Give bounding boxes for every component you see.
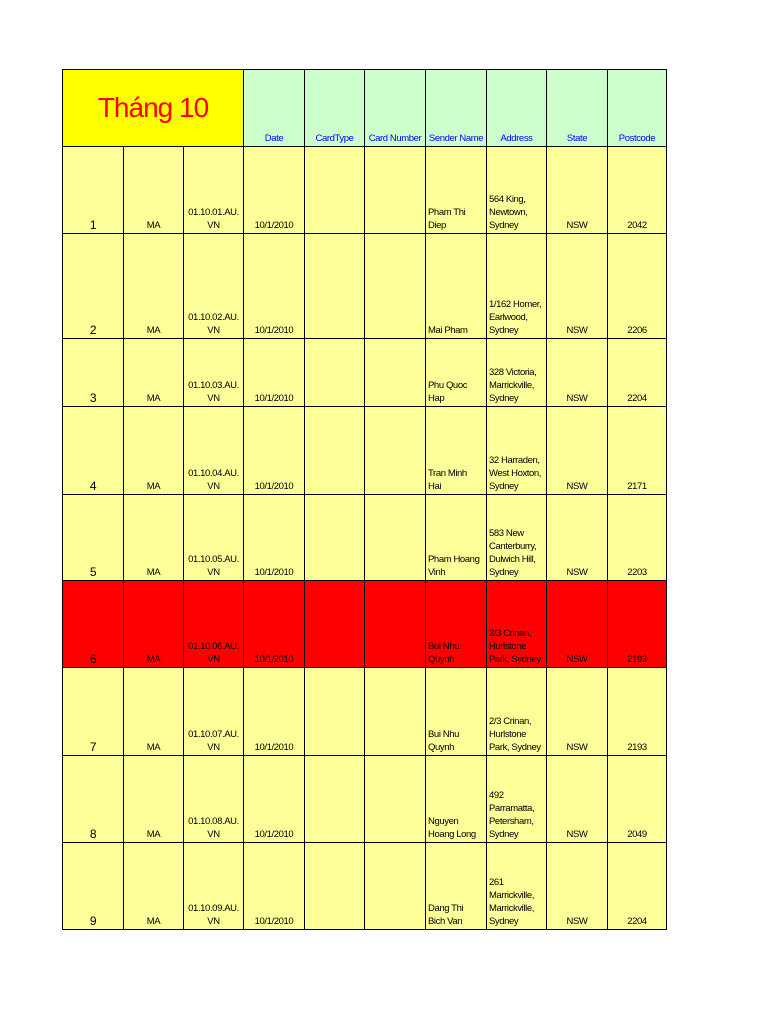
address-cell[interactable] xyxy=(487,668,547,756)
state-cell[interactable] xyxy=(547,339,608,407)
card-number-cell[interactable] xyxy=(365,339,426,407)
header-cardtype[interactable]: CardType xyxy=(305,70,365,147)
date-cell-text: 10/1/2010 xyxy=(254,220,294,231)
postcode-cell-text: 2206 xyxy=(627,325,647,336)
state-cell-text: NSW xyxy=(566,654,588,665)
code-cell-text: 01.10.05.AU. VN xyxy=(188,554,239,578)
table-row xyxy=(63,668,667,756)
code-cell[interactable] xyxy=(184,843,244,930)
date-cell-text: 10/1/2010 xyxy=(254,393,294,404)
postcode-cell[interactable] xyxy=(608,668,667,756)
date-cell[interactable] xyxy=(244,668,305,756)
cardtype-cell[interactable] xyxy=(305,581,365,668)
header-date[interactable]: Date xyxy=(244,70,305,147)
postcode-cell[interactable] xyxy=(608,756,667,843)
state-cell-text: NSW xyxy=(566,393,588,404)
code-cell-text: 01.10.06.AU. VN xyxy=(188,641,239,665)
type-cell[interactable] xyxy=(124,495,184,581)
address-cell[interactable] xyxy=(487,756,547,843)
type-cell-text: MA xyxy=(146,829,161,840)
date-cell-text: 10/1/2010 xyxy=(254,481,294,492)
type-cell[interactable] xyxy=(124,407,184,495)
date-cell[interactable] xyxy=(244,495,305,581)
table-row xyxy=(63,234,667,339)
type-cell[interactable] xyxy=(124,581,184,668)
type-cell[interactable] xyxy=(124,668,184,756)
code-cell[interactable] xyxy=(184,495,244,581)
row-number-cell[interactable] xyxy=(63,756,124,843)
row-number-cell-text: 6 xyxy=(89,652,97,666)
table-row xyxy=(63,339,667,407)
row-number-cell-text: 8 xyxy=(89,827,97,841)
type-cell-text: MA xyxy=(146,654,161,665)
date-cell-text: 10/1/2010 xyxy=(254,325,294,336)
date-cell[interactable] xyxy=(244,581,305,668)
postcode-cell[interactable] xyxy=(608,147,667,234)
date-cell[interactable] xyxy=(244,843,305,930)
code-cell-text: 01.10.08.AU. VN xyxy=(188,816,239,840)
address-cell-text: 492 Parramatta, Petersham, Sydney xyxy=(489,790,535,840)
state-cell[interactable] xyxy=(547,668,608,756)
address-cell[interactable] xyxy=(487,147,547,234)
date-cell-text: 10/1/2010 xyxy=(254,742,294,753)
date-cell[interactable] xyxy=(244,756,305,843)
card-number-cell[interactable] xyxy=(365,843,426,930)
type-cell[interactable] xyxy=(124,843,184,930)
sender-name-cell[interactable] xyxy=(426,843,487,930)
sender-name-cell[interactable] xyxy=(426,668,487,756)
row-number-cell[interactable] xyxy=(63,339,124,407)
date-cell[interactable] xyxy=(244,234,305,339)
header-address[interactable]: Address xyxy=(487,70,547,147)
row-number-cell-text: 9 xyxy=(89,914,97,928)
sender-name-cell-text: Mai Pham xyxy=(428,325,468,336)
spreadsheet-table xyxy=(62,69,667,930)
date-cell-text: 10/1/2010 xyxy=(254,916,294,927)
state-cell-text: NSW xyxy=(566,829,588,840)
type-cell-text: MA xyxy=(146,325,161,336)
header-row xyxy=(63,70,667,147)
sender-name-cell-text: Pham Hoang Vinh xyxy=(428,554,480,578)
code-cell[interactable] xyxy=(184,407,244,495)
state-cell-text: NSW xyxy=(566,325,588,336)
code-cell[interactable] xyxy=(184,581,244,668)
address-cell-text: 583 New Canterburry, Dulwich Hill, Sydney xyxy=(489,528,537,578)
header-card-number[interactable]: Card Number xyxy=(365,70,426,147)
date-cell-text: 10/1/2010 xyxy=(254,654,294,665)
code-cell-text: 01.10.03.AU. VN xyxy=(188,380,239,404)
type-cell-text: MA xyxy=(146,742,161,753)
date-cell[interactable] xyxy=(244,339,305,407)
row-number-cell[interactable] xyxy=(63,234,124,339)
row-number-cell[interactable] xyxy=(63,407,124,495)
state-cell-text: NSW xyxy=(566,742,588,753)
table-row xyxy=(63,756,667,843)
code-cell-text: 01.10.07.AU. VN xyxy=(188,729,239,753)
cardtype-cell[interactable] xyxy=(305,339,365,407)
sender-name-cell-text: Bui Nhu Quynh xyxy=(428,641,459,665)
sender-name-cell[interactable] xyxy=(426,339,487,407)
sheet-title[interactable]: Tháng 10 xyxy=(63,70,244,147)
row-number-cell[interactable] xyxy=(63,495,124,581)
row-number-cell[interactable] xyxy=(63,147,124,234)
state-cell[interactable] xyxy=(547,843,608,930)
date-cell-text: 10/1/2010 xyxy=(254,567,294,578)
postcode-cell-text: 2204 xyxy=(627,393,647,404)
state-cell-text: NSW xyxy=(566,481,588,492)
type-cell-text: MA xyxy=(146,393,161,404)
cardtype-cell[interactable] xyxy=(305,495,365,581)
address-cell-text: 2/3 Crinan, Hurlstone Park, Sydney xyxy=(489,716,541,753)
address-cell[interactable] xyxy=(487,843,547,930)
sender-name-cell-text: Bui Nhu Quynh xyxy=(428,729,459,753)
sender-name-cell[interactable] xyxy=(426,756,487,843)
postcode-cell-text: 2042 xyxy=(627,220,647,231)
cardtype-cell[interactable] xyxy=(305,407,365,495)
state-cell[interactable] xyxy=(547,495,608,581)
row-number-cell-text: 5 xyxy=(89,565,97,579)
address-cell-text: 1/162 Homer, Earlwood, Sydney xyxy=(489,299,542,336)
date-cell[interactable] xyxy=(244,147,305,234)
postcode-cell-text: 2049 xyxy=(627,829,647,840)
address-cell[interactable] xyxy=(487,234,547,339)
sender-name-cell-text: Nguyen Hoang Long xyxy=(428,816,476,840)
date-cell[interactable] xyxy=(244,407,305,495)
date-cell-text: 10/1/2010 xyxy=(254,829,294,840)
sender-name-cell-text: Pham Thi Diep xyxy=(428,207,466,231)
header-state[interactable]: State xyxy=(547,70,608,147)
state-cell[interactable] xyxy=(547,407,608,495)
sender-name-cell[interactable] xyxy=(426,581,487,668)
code-cell[interactable] xyxy=(184,339,244,407)
card-number-cell[interactable] xyxy=(365,581,426,668)
postcode-cell-text: 2204 xyxy=(627,916,647,927)
address-cell[interactable] xyxy=(487,581,547,668)
type-cell-text: MA xyxy=(146,481,161,492)
code-cell[interactable] xyxy=(184,668,244,756)
row-number-cell[interactable] xyxy=(63,843,124,930)
code-cell[interactable] xyxy=(184,234,244,339)
row-number-cell-text: 2 xyxy=(89,323,97,337)
cardtype-cell[interactable] xyxy=(305,843,365,930)
postcode-cell-text: 2193 xyxy=(627,742,647,753)
state-cell-text: NSW xyxy=(566,220,588,231)
cardtype-cell[interactable] xyxy=(305,234,365,339)
row-number-cell-text: 3 xyxy=(89,391,97,405)
state-cell[interactable] xyxy=(547,756,608,843)
address-cell-text: 2/3 Crinan, Hurlstone Park, Sydney xyxy=(489,628,541,665)
code-cell-text: 01.10.04.AU. VN xyxy=(188,468,239,492)
sender-name-cell[interactable] xyxy=(426,407,487,495)
type-cell-text: MA xyxy=(146,567,161,578)
address-cell[interactable] xyxy=(487,407,547,495)
address-cell-text: 261 Marrickville, Marrickville, Sydney xyxy=(489,877,534,927)
table-row xyxy=(63,147,667,234)
postcode-cell[interactable] xyxy=(608,843,667,930)
postcode-cell[interactable] xyxy=(608,339,667,407)
type-cell-text: MA xyxy=(146,220,161,231)
table-row xyxy=(63,843,667,930)
row-number-cell-text: 4 xyxy=(89,479,97,493)
card-number-cell[interactable] xyxy=(365,668,426,756)
address-cell-text: 328 Victoria, Marrickville, Sydney xyxy=(489,367,537,404)
postcode-cell[interactable] xyxy=(608,234,667,339)
card-number-cell[interactable] xyxy=(365,234,426,339)
card-number-cell[interactable] xyxy=(365,495,426,581)
cardtype-cell[interactable] xyxy=(305,668,365,756)
row-number-cell-text: 1 xyxy=(89,218,97,232)
address-cell[interactable] xyxy=(487,495,547,581)
card-number-cell[interactable] xyxy=(365,407,426,495)
code-cell-text: 01.10.09.AU. VN xyxy=(188,903,239,927)
postcode-cell-text: 2193 xyxy=(627,654,647,665)
cardtype-cell[interactable] xyxy=(305,147,365,234)
code-cell[interactable] xyxy=(184,147,244,234)
type-cell-text: MA xyxy=(146,916,161,927)
address-cell[interactable] xyxy=(487,339,547,407)
table-row xyxy=(63,581,667,668)
sender-name-cell[interactable] xyxy=(426,495,487,581)
postcode-cell-text: 2203 xyxy=(627,567,647,578)
state-cell[interactable] xyxy=(547,147,608,234)
row-number-cell[interactable] xyxy=(63,668,124,756)
type-cell[interactable] xyxy=(124,756,184,843)
sender-name-cell-text: Dang Thi Bich Van xyxy=(428,903,464,927)
code-cell-text: 01.10.02.AU. VN xyxy=(188,312,239,336)
postcode-cell[interactable] xyxy=(608,581,667,668)
state-cell[interactable] xyxy=(547,581,608,668)
code-cell[interactable] xyxy=(184,756,244,843)
state-cell[interactable] xyxy=(547,234,608,339)
type-cell[interactable] xyxy=(124,339,184,407)
state-cell-text: NSW xyxy=(566,916,588,927)
address-cell-text: 32 Harraden, West Hoxton, Sydney xyxy=(489,455,542,492)
state-cell-text: NSW xyxy=(566,567,588,578)
postcode-cell[interactable] xyxy=(608,407,667,495)
card-number-cell[interactable] xyxy=(365,147,426,234)
postcode-cell-text: 2171 xyxy=(627,481,647,492)
type-cell[interactable] xyxy=(124,147,184,234)
header-sender-name[interactable]: Sender Name xyxy=(426,70,487,147)
row-number-cell-text: 7 xyxy=(89,740,97,754)
postcode-cell[interactable] xyxy=(608,495,667,581)
row-number-cell[interactable] xyxy=(63,581,124,668)
header-postcode[interactable]: Postcode xyxy=(608,70,667,147)
address-cell-text: 564 King, Newtown, Sydney xyxy=(489,194,528,231)
code-cell-text: 01.10.01.AU. VN xyxy=(188,207,239,231)
sender-name-cell-text: Tran Minh Hai xyxy=(428,468,467,492)
sender-name-cell[interactable] xyxy=(426,147,487,234)
sender-name-cell[interactable] xyxy=(426,234,487,339)
type-cell[interactable] xyxy=(124,234,184,339)
table-row xyxy=(63,407,667,495)
sender-name-cell-text: Phu Quoc Hap xyxy=(428,380,468,404)
card-number-cell[interactable] xyxy=(365,756,426,843)
cardtype-cell[interactable] xyxy=(305,756,365,843)
table-row xyxy=(63,495,667,581)
